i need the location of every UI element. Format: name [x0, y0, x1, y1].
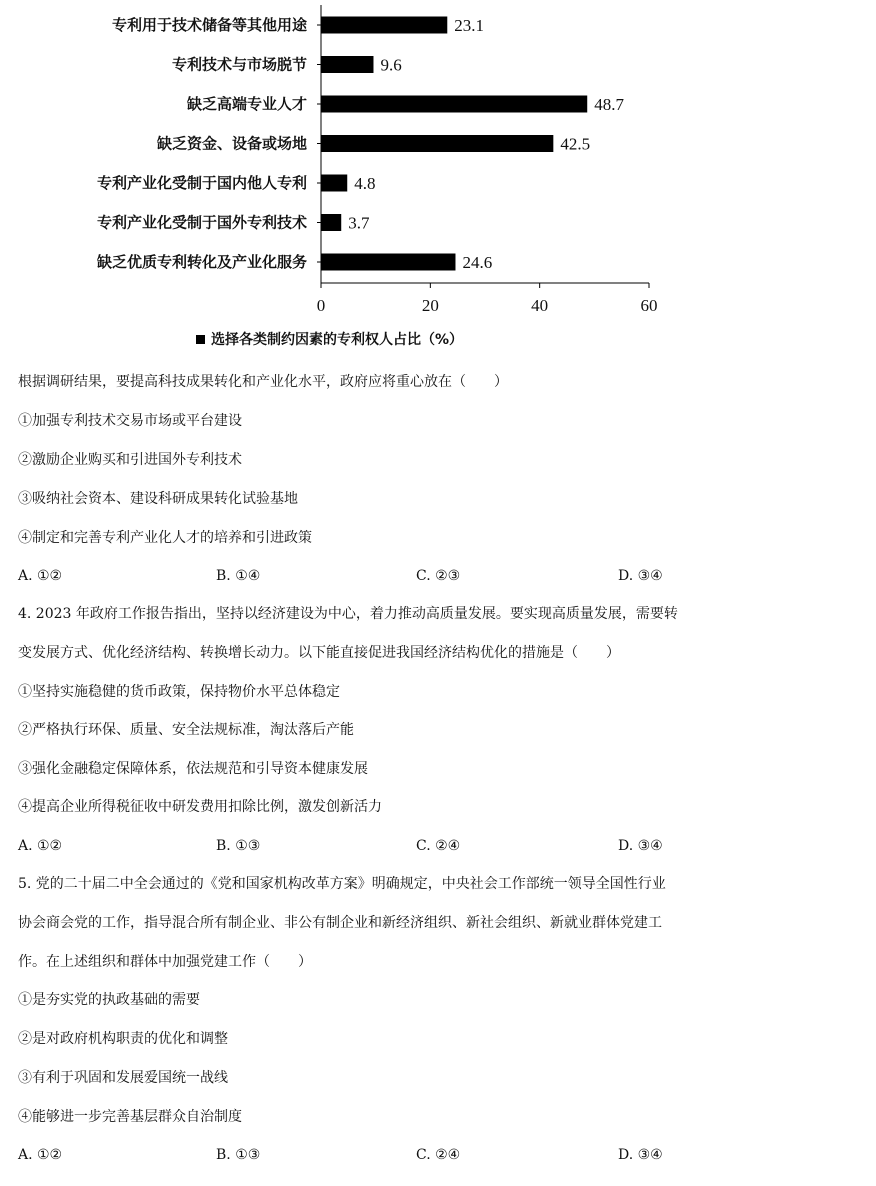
value-label-4: 4.8 [354, 174, 376, 193]
category-label-5: 专利产业化受制于国外专利技术 [96, 213, 307, 232]
q5-item-3: ③有利于巩固和发展爱国统一战线 [18, 1070, 228, 1086]
x-tick-label-0: 0 [316, 296, 326, 315]
chart-canvas [0, 0, 876, 326]
x-tick-label-40: 40 [531, 296, 549, 315]
q3-stem: 根据调研结果，要提高科技成果转化和产业化水平，政府应将重心放在（ ） [18, 374, 508, 390]
q5-option-b[interactable]: B. ①③ [216, 1147, 261, 1163]
q5-item-2: ②是对政府机构职责的优化和调整 [18, 1031, 228, 1047]
category-label-6: 缺乏优质专利转化及产业化服务 [96, 253, 307, 271]
q3-option-a[interactable]: A. ①② [18, 568, 63, 584]
q4-options [18, 836, 838, 856]
q4-item-1: ①坚持实施稳健的货币政策，保持物价水平总体稳定 [18, 684, 340, 700]
q5-item-4: ④能够进一步完善基层群众自治制度 [18, 1109, 242, 1125]
q5-item-1: ①是夯实党的执政基础的需要 [18, 992, 200, 1008]
bar-1 [321, 56, 373, 73]
q5-stem-line-2: 协会商会党的工作，指导混合所有制企业、非公有制企业和新经济组织、新社会组织、新就业群体党建工 [18, 915, 662, 931]
value-label-1: 9.6 [380, 55, 402, 75]
q5-option-c[interactable]: C. ②④ [416, 1147, 461, 1163]
category-label-1: 专利技术与市场脱节 [171, 55, 307, 74]
q5-option-a[interactable]: A. ①② [18, 1147, 63, 1163]
q3-item-4: ④制定和完善专利产业化人才的培养和引进政策 [18, 530, 312, 546]
category-label-0: 专利用于技术储备等其他用途 [111, 16, 307, 34]
q3-item-2: ②激励企业购买和引进国外专利技术 [18, 452, 242, 468]
q3-option-c[interactable]: C. ②③ [416, 568, 461, 584]
bar-0 [321, 17, 447, 34]
q3-options [18, 566, 838, 586]
q4-stem-line-2: 变发展方式、优化经济结构、转换增长动力。以下能直接促进我国经济结构优化的措施是（ ） [18, 645, 620, 661]
value-label-6: 24.6 [462, 253, 493, 272]
q4-option-b[interactable]: B. ①③ [216, 838, 261, 854]
bar-3 [321, 135, 553, 152]
value-label-3: 42.5 [560, 134, 591, 154]
x-tick-label-60: 60 [640, 296, 658, 315]
bar-4 [321, 175, 347, 192]
q4-stem-line-1: 4. 2023 年政府工作报告指出，坚持以经济建设为中心，着力推动高质量发展。要实现高质量发展，需要转 [18, 606, 678, 622]
q5-stem-line-3: 作。在上述组织和群体中加强党建工作（ ） [18, 954, 312, 970]
q3-item-3: ③吸纳社会资本、建设科研成果转化试验基地 [18, 491, 298, 507]
chart-legend [196, 329, 463, 349]
q4-option-d[interactable]: D. ③④ [618, 838, 663, 854]
q5-stem-line-1: 5. 党的二十届二中全会通过的《党和国家机构改革方案》明确规定，中央社会工作部统一领导全国性行业 [18, 876, 666, 892]
value-label-5: 3.7 [348, 213, 370, 233]
q5-options [18, 1145, 838, 1165]
q5-option-d[interactable]: D. ③④ [618, 1147, 663, 1163]
q4-item-3: ③强化金融稳定保障体系，依法规范和引导资本健康发展 [18, 761, 368, 777]
x-tick-label-20: 20 [421, 296, 439, 315]
bar-5 [321, 214, 341, 231]
value-label-0: 23.1 [454, 16, 485, 35]
bar-6 [321, 254, 455, 271]
q4-item-4: ④提高企业所得税征收中研发费用扣除比例，激发创新活力 [18, 799, 382, 815]
category-label-2: 缺乏高端专业人才 [186, 95, 307, 113]
legend-label: 选择各类制约因素的专利权人占比（%） [211, 332, 464, 348]
bar-2 [321, 96, 587, 113]
q4-item-2: ②严格执行环保、质量、安全法规标准，淘汰落后产能 [18, 722, 354, 738]
category-label-3: 缺乏资金、设备或场地 [156, 134, 307, 153]
q3-item-1: ①加强专利技术交易市场或平台建设 [18, 413, 242, 429]
value-label-2: 48.7 [594, 95, 624, 114]
category-label-4: 专利产业化受制于国内他人专利 [96, 174, 307, 192]
q4-option-a[interactable]: A. ①② [18, 838, 63, 854]
q3-option-d[interactable]: D. ③④ [618, 568, 663, 584]
q3-option-b[interactable]: B. ①④ [216, 568, 261, 584]
q4-option-c[interactable]: C. ②④ [416, 838, 461, 854]
bar-chart [0, 0, 876, 360]
legend-swatch [196, 335, 205, 344]
